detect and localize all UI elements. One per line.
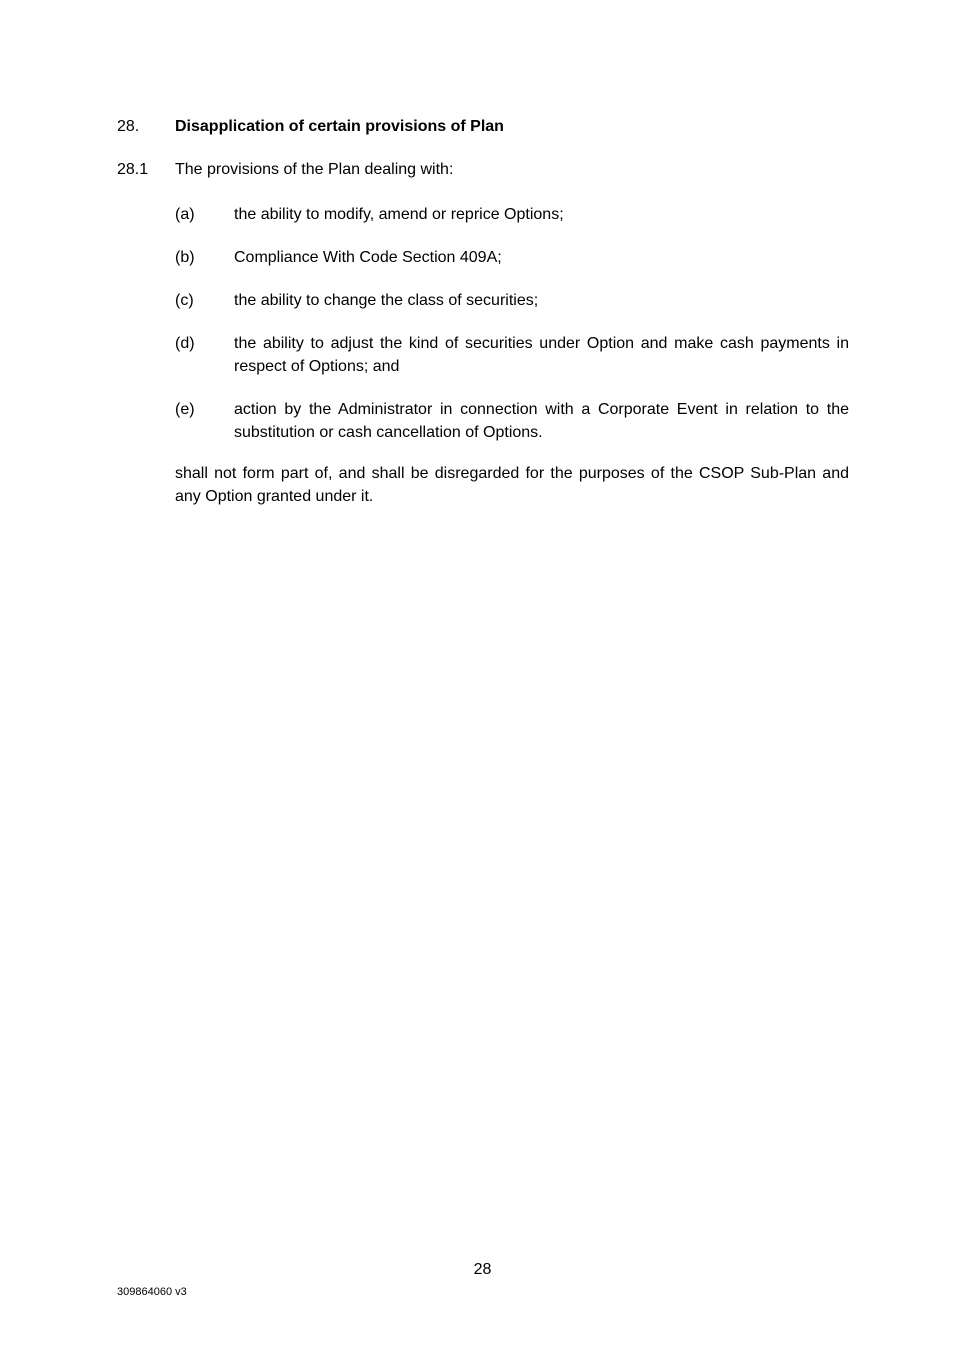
list-item-text: the ability to change the class of securities; [234, 292, 539, 309]
list-item [175, 246, 849, 269]
section-number: 28. [117, 118, 140, 135]
list-item-label: (d) [175, 335, 195, 352]
section-title: Disapplication of certain provisions of Plan [175, 118, 504, 135]
list-item-label: (b) [175, 249, 195, 266]
list-item-label: (a) [175, 206, 195, 223]
list-item-text: Compliance With Code Section 409A; [234, 249, 502, 266]
list-item [175, 332, 849, 378]
closing-paragraph: shall not form part of, and shall be disregarded for the purposes of the CSOP Sub-Plan and any Option granted under it. [175, 465, 849, 505]
list-item-text: the ability to modify, amend or reprice Options; [234, 206, 564, 223]
list-item-label: (e) [175, 401, 195, 418]
list-item [175, 289, 849, 312]
document-reference: 309864060 v3 [117, 1286, 187, 1298]
list-item-label: (c) [175, 292, 194, 309]
clause-number: 28.1 [117, 161, 149, 178]
page-number: 28 [473, 1261, 492, 1278]
clause-intro: The provisions of the Plan dealing with: [175, 161, 454, 178]
list-item [175, 203, 849, 226]
list-item-text: action by the Administrator in connection with a Corporate Event in relation to the substitution or cash cancellation of Options. [234, 401, 849, 441]
provision-list [175, 203, 849, 464]
list-item [175, 398, 849, 444]
list-item-text: the ability to adjust the kind of securities under Option and make cash payments in respect of Options; and [234, 335, 849, 375]
